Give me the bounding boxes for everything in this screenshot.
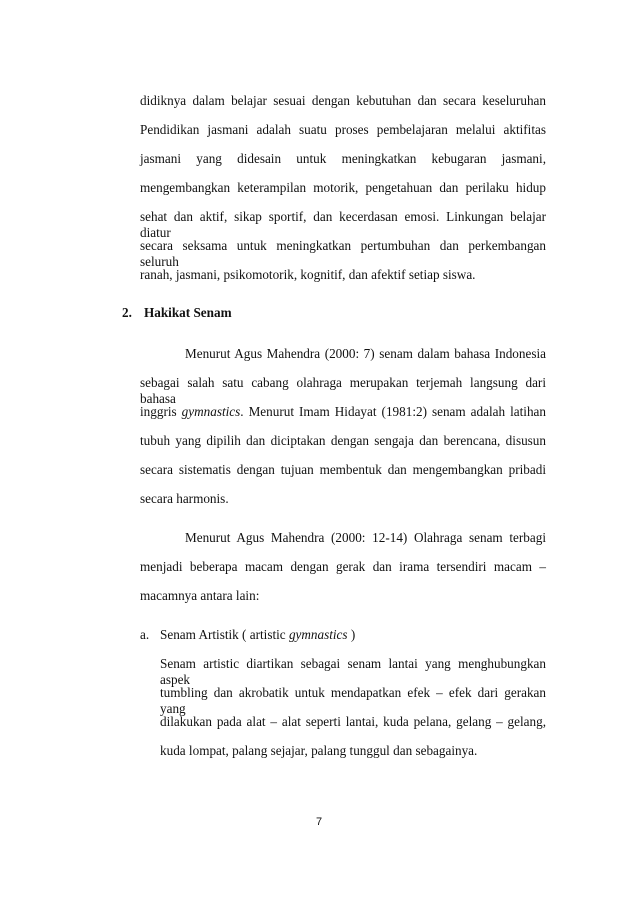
list-item-a-line-4: kuda lompat, palang sejajar, palang tunggul dan sebagainya. (160, 743, 478, 758)
paragraph-3-line-2: menjadi beberapa macam dengan gerak dan irama tersendiri macam – (140, 559, 546, 574)
paragraph-2-line-6: secara harmonis. (140, 491, 229, 506)
list-marker: a. (140, 627, 150, 642)
list-item-title-end: ) (347, 627, 356, 642)
paragraph-1-line-4: mengembangkan keterampilan motorik, pengetahuan dan perilaku hidup (140, 180, 546, 195)
paragraph-1-line-6: secara seksama untuk meningkatkan pertumbuhan dan perkembangan seluruh (140, 238, 546, 269)
page-number: 7 (315, 816, 323, 828)
paragraph-2-line-3-start: inggris (140, 404, 182, 419)
paragraph-2-line-5: secara sistematis dengan tujuan membentuk dan mengembangkan pribadi (140, 462, 546, 477)
paragraph-2-line-2: sebagai salah satu cabang olahraga merupakan terjemah langsung dari bahasa (140, 375, 546, 406)
paragraph-2-line-3 (140, 404, 546, 420)
list-item-a-line-1: Senam artistic diartikan sebagai senam lantai yang menghubungkan aspek (160, 656, 546, 687)
section-title: Hakikat Senam (144, 305, 232, 320)
emphasis-gymnastics: gymnastics (181, 404, 241, 419)
paragraph-1-line-2: Pendidikan jasmani adalah suatu proses pembelajaran melalui aktifitas (140, 122, 546, 137)
list-item-a-line-3: dilakukan pada alat – alat seperti lantai, kuda pelana, gelang – gelang, (160, 714, 546, 729)
section-number: 2. (122, 305, 132, 320)
list-item-a-title (140, 627, 355, 643)
paragraph-1-line-7: ranah, jasmani, psikomotorik, kognitif, dan afektif setiap siswa. (140, 267, 476, 282)
paragraph-3-line-3: macamnya antara lain: (140, 588, 260, 603)
paragraph-3-line-1: Menurut Agus Mahendra (2000: 12-14) Olahraga senam terbagi (185, 530, 546, 545)
paragraph-1-line-5: sehat dan aktif, sikap sportif, dan kecerdasan emosi. Linkungan belajar diatur (140, 209, 546, 240)
paragraph-1-line-1: didiknya dalam belajar sesuai dengan kebutuhan dan secara keseluruhan (140, 93, 546, 108)
paragraph-2-line-3-end: . Menurut Imam Hidayat (1981:2) senam adalah latihan (240, 404, 546, 419)
emphasis-gymnastics-title: gymnastics (288, 627, 348, 642)
list-item-a-line-2: tumbling dan akrobatik untuk mendapatkan efek – efek dari gerakan yang (160, 685, 546, 716)
paragraph-1-line-3: jasmani yang didesain untuk meningkatkan kebugaran jasmani, (140, 151, 546, 166)
section-heading (122, 305, 232, 321)
paragraph-2-line-1: Menurut Agus Mahendra (2000: 7) senam dalam bahasa Indonesia (185, 346, 546, 361)
list-item-title-start: Senam Artistik ( artistic (160, 627, 289, 642)
paragraph-2-line-4: tubuh yang dipilih dan diciptakan dengan sengaja dan berencana, disusun (140, 433, 546, 448)
